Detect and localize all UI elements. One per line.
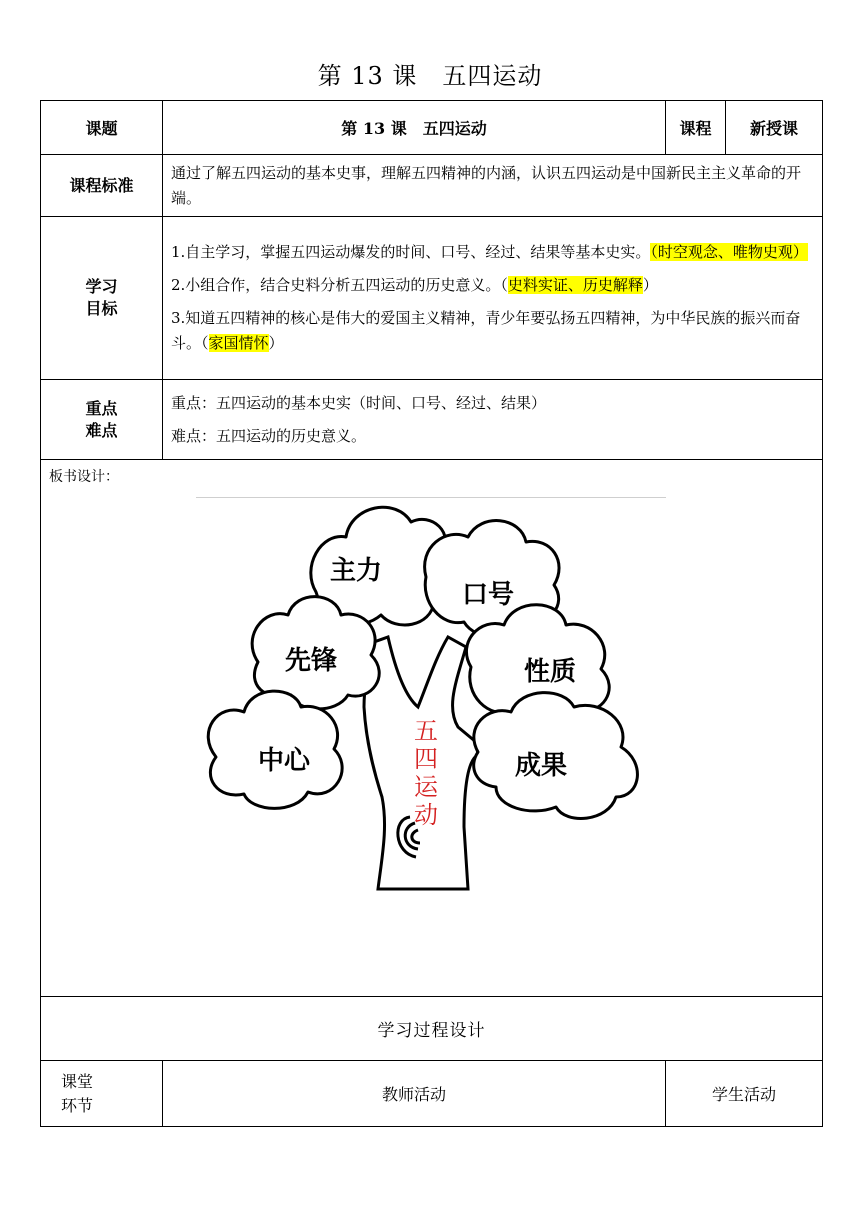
keypoints-row [41, 380, 823, 460]
course-label: 课程 [666, 101, 726, 155]
trunk-char-2: 四 [414, 745, 438, 773]
leaf-label-low-right: 成果 [514, 751, 568, 781]
standard-row [41, 155, 823, 217]
standard-label: 课程标准 [41, 155, 163, 217]
objective-item-1 [171, 240, 814, 265]
objectives-label [41, 217, 163, 380]
objective-2-text: 2.小组合作，结合史料分析五四运动的历史意义。（ [171, 276, 508, 294]
process-title: 学习过程设计 [41, 997, 823, 1061]
leaf-label-low-left: 中心 [257, 746, 311, 776]
leaf-label-top-left: 主力 [329, 556, 383, 586]
process-col1 [41, 1061, 163, 1127]
objective-3-highlight: 家国情怀 [208, 334, 269, 352]
objective-2-highlight: 史料实证、历史解释 [507, 276, 643, 294]
process-col1-line1: 课堂 [60, 1071, 93, 1091]
keypoints-label-line2: 难点 [85, 420, 118, 440]
trunk-char-4: 动 [414, 801, 438, 829]
trunk-char-1: 五 [414, 717, 438, 745]
header-row [41, 101, 823, 155]
board-tree-diagram [196, 497, 666, 892]
process-col3: 学生活动 [666, 1061, 823, 1127]
objectives-label-line2: 目标 [85, 299, 118, 318]
objective-1-text: 1.自主学习，掌握五四运动爆发的时间、口号、经过、结果等基本史实。 [171, 243, 651, 261]
leaf-label-top-right: 口号 [461, 580, 515, 610]
process-title-row [41, 997, 823, 1061]
course-value: 新授课 [726, 101, 823, 155]
document-title: 第 13 课 五四运动 [317, 62, 543, 90]
trunk-char-3: 运 [414, 773, 438, 801]
keypoints-label [41, 380, 163, 460]
objectives-list [163, 217, 823, 380]
process-header-row [41, 1061, 823, 1127]
objective-item-2 [171, 273, 814, 298]
key-point-text: 重点：五四运动的基本史实（时间、口号、经过、结果） [171, 393, 547, 412]
standard-text: 通过了解五四运动的基本史事，理解五四精神的内涵，认识五四运动是中国新民主主义革命的开端。 [163, 155, 823, 217]
process-col1-line2: 环节 [60, 1095, 93, 1115]
topic-label: 课题 [41, 101, 163, 155]
objective-1-highlight: （时空观念、唯物史观） [650, 243, 808, 261]
topic-value: 第 13 课 五四运动 [163, 101, 666, 155]
keypoints-content [163, 380, 823, 460]
process-col2: 教师活动 [163, 1061, 666, 1127]
board-label: 板书设计： [49, 469, 119, 485]
keypoints-label-line1: 重点 [85, 398, 118, 418]
objective-2-tail: ） [642, 276, 658, 294]
objectives-label-line1: 学习 [85, 277, 118, 296]
leaf-label-mid-left: 先锋 [284, 646, 338, 676]
objective-item-3 [171, 306, 814, 356]
difficult-point-text: 难点：五四运动的历史意义。 [171, 426, 367, 445]
objective-3-text: 3.知道五四精神的核心是伟大的爱国主义精神，青少年要弘扬五四精神，为中华民族的振兴而奋斗。（ [171, 309, 801, 352]
objective-3-tail: ） [268, 334, 284, 352]
leaf-label-mid-right: 性质 [523, 657, 577, 687]
objectives-row [41, 217, 823, 380]
